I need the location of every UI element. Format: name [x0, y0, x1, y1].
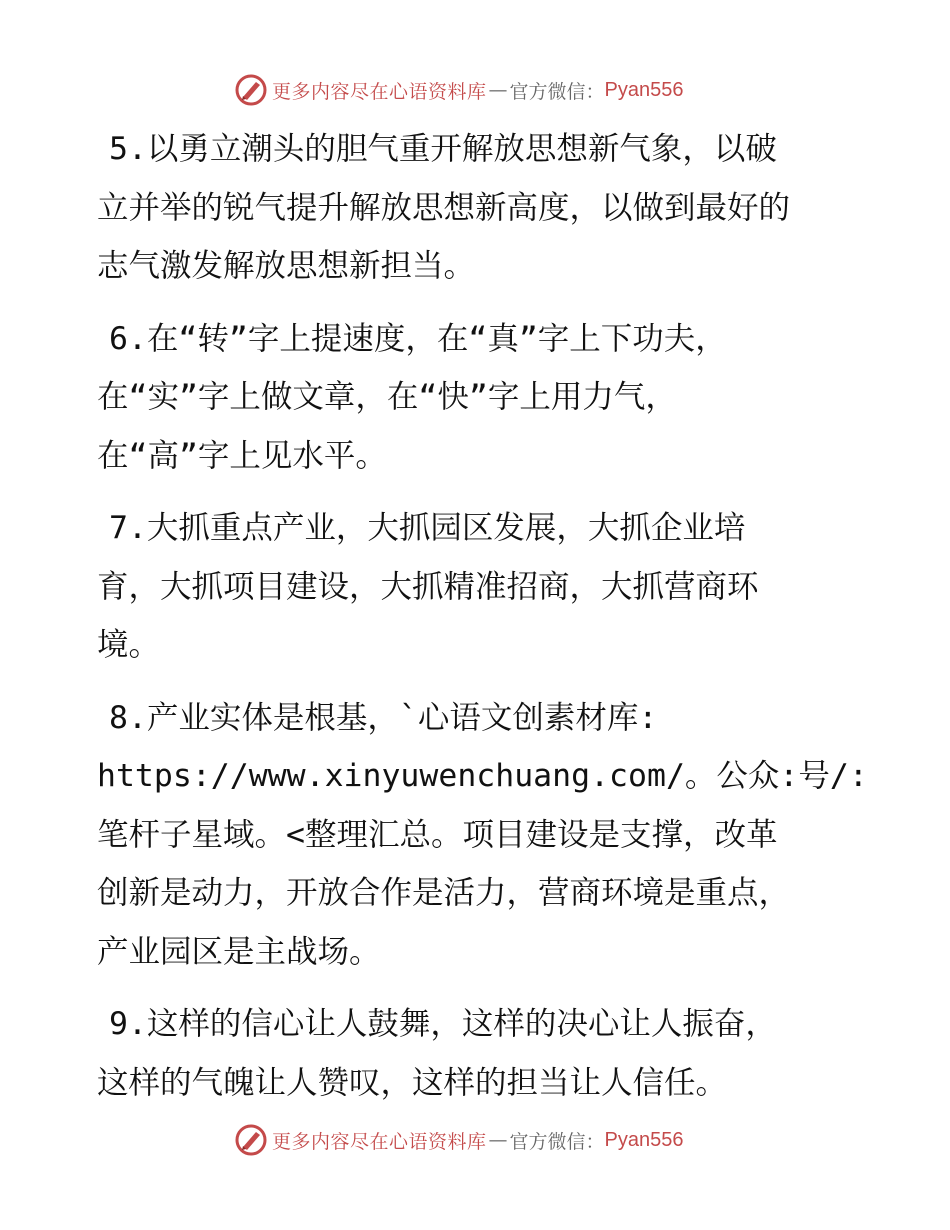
document-body [97, 120, 867, 1126]
watermark-main-text: 更多内容尽在心语资料库 [272, 1130, 487, 1153]
paragraph-6 [97, 310, 867, 486]
watermark-wechat-id: Pyan556 [604, 1128, 684, 1151]
footer-watermark [234, 1122, 684, 1158]
text-line: 6.在“转”字上提速度，在“真”字上下功夫， [109, 320, 727, 357]
text-line: 育，大抓项目建设，大抓精准招商，大抓营商环 [97, 568, 759, 605]
watermark-side-text: 官方微信： [509, 1130, 605, 1153]
paragraph-5 [97, 120, 867, 296]
text-line: 在“高”字上见水平。 [97, 437, 387, 474]
watermark-main-text: 更多内容尽在心语资料库 [272, 80, 487, 103]
paragraph-9 [97, 995, 867, 1112]
pen-logo-icon [234, 73, 268, 107]
watermark-dash: — [488, 79, 508, 101]
watermark-side-text: 官方微信： [509, 80, 605, 103]
text-line: 这样的气魄让人赞叹，这样的担当让人信任。 [97, 1064, 728, 1101]
text-line: https://www.xinyuwenchuang.com/。公众:号/: [97, 758, 868, 794]
text-line: 立并举的锐气提升解放思想新高度，以做到最好的 [97, 189, 791, 226]
text-line: 7.大抓重点产业，大抓园区发展，大抓企业培 [109, 510, 746, 546]
text-line: 产业园区是主战场。 [97, 933, 381, 970]
text-line: 5.以勇立潮头的胆气重开解放思想新气象，以破 [109, 131, 777, 167]
pen-logo-icon [234, 1123, 268, 1157]
paragraph-8 [97, 689, 867, 982]
text-line: 境。 [97, 627, 161, 663]
watermark-wechat-id: Pyan556 [604, 78, 684, 101]
text-line: 9.这样的信心让人鼓舞，这样的决心让人振奋， [109, 1006, 777, 1042]
text-line: 志气激发解放思想新担当。 [97, 248, 476, 284]
text-line: 8.产业实体是根基，`心语文创素材库: [109, 699, 658, 736]
header-watermark [234, 72, 684, 108]
watermark-dash: — [488, 1129, 508, 1151]
text-line: 在“实”字上做文章，在“快”字上用力气， [97, 379, 677, 415]
paragraph-7 [97, 499, 867, 675]
text-line: 创新是动力，开放合作是活力，营商环境是重点， [97, 875, 791, 911]
text-line: 笔杆子星域。<整理汇总。项目建设是支撑，改革 [97, 816, 778, 853]
